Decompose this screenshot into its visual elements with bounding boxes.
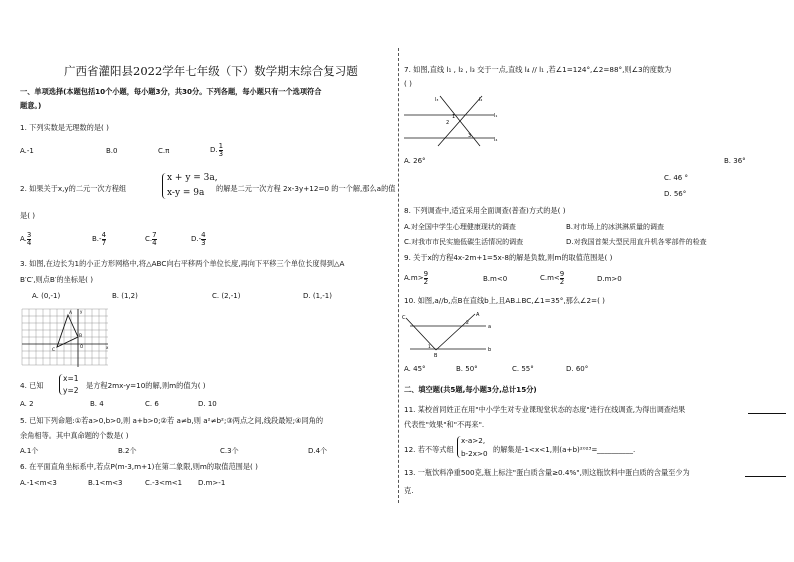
q12-eq1: x-a>2, (461, 436, 486, 445)
q9-option-a[interactable] (404, 271, 428, 286)
q9-option-d[interactable]: D.m>0 (597, 275, 622, 283)
q11-line2: 代表性"效果"和"不再来". (404, 420, 485, 429)
q2-d-label: D.- (191, 235, 202, 243)
q3-label-y: y (80, 309, 83, 314)
q9-a-den: 2 (423, 278, 429, 286)
q2-a-frac (27, 232, 31, 247)
q4-post: 是方程2mx-y=10的解,则m的值为( ) (86, 381, 206, 390)
q7-line2: ( ) (404, 79, 412, 88)
q2-option-b[interactable] (92, 232, 106, 247)
q12-eq2: b-2x>0 (461, 449, 488, 458)
q7-label-l1: l₁ (494, 113, 498, 119)
q5-option-b[interactable]: B.2个 (118, 447, 137, 455)
q10-option-c[interactable]: C. 55° (512, 365, 534, 373)
q7-option-d[interactable]: D. 56° (664, 190, 687, 198)
q7-label-l2: l₂ (479, 97, 483, 103)
q7-label-angle2: 2 (446, 120, 450, 126)
q2-post: 的解是二元一次方程 2x-3y+12=0 的一个解,那么a的值 (216, 184, 396, 193)
q9-a-num: 9 (423, 270, 429, 278)
q2-option-d[interactable] (191, 232, 206, 247)
q1-option-d-label: D. (210, 146, 218, 154)
q2-option-c[interactable] (145, 232, 157, 247)
q3-line2: B′C′,则点B′的坐标是( ) (20, 275, 94, 284)
q2-d-num: 4 (201, 231, 206, 239)
q7-line1: 7. 如图,直线 l₁ , l₂ , l₃ 交于一点,直线 l₄ // l₁ ,若∠1=124°,∠2=88°,则∠3的度数为 (404, 65, 672, 74)
q2-a-num: 3 (26, 231, 32, 239)
q2-eq1: x + y = 3a, (167, 173, 218, 183)
q2-eq2: x-y = 9a (167, 188, 205, 198)
q2-b-frac (102, 232, 106, 247)
q10-line1: 10. 如图,a//b,点B在直线b上,且AB⊥BC,∠1=35°,那么∠2=( ) (404, 296, 605, 305)
q5-line2: 余角相等。其中真命题的个数是( ) (20, 431, 129, 440)
q2-b-num: 4 (101, 231, 107, 239)
q2-d-den: 3 (201, 239, 206, 247)
q3-option-c[interactable]: C. (2,-1) (212, 292, 241, 300)
q2-c-num: 7 (152, 231, 157, 239)
q8-option-b[interactable]: B.对市场上的冰淇淋质量的调查 (566, 223, 665, 231)
q1-stem: 1. 下列实数是无理数的是( ) (20, 123, 109, 132)
q12-post[interactable]: 的解集是-1<x<1,则(a+b)²⁰²³= (493, 445, 598, 454)
q4-eq2: y=2 (63, 386, 79, 395)
q7-line-l2 (438, 96, 482, 146)
q10-option-b[interactable]: B. 50° (456, 365, 478, 373)
q7-label-angle1: 1 (452, 114, 456, 120)
q9-a-label: A.m> (404, 274, 424, 282)
q2-b-label: B.- (92, 235, 102, 243)
q3-label-c: C (52, 348, 56, 353)
q5-option-d[interactable]: D.4个 (308, 447, 328, 455)
q5-line1: 5. 已知下列命题:①若a>0,b>0,则 a+b>0;②若 a≠b,则 a²≠b²;③两点之间,线段最短;④同角的 (20, 416, 324, 425)
q9-c-label: C.m< (540, 274, 560, 282)
q13-answer-blank[interactable] (745, 476, 786, 477)
q2-a-label: A. (20, 235, 27, 243)
q1-frac-den: 3 (218, 150, 224, 158)
q8-option-c[interactable]: C.对我市市民实施低碳生活情况的调查 (404, 238, 524, 246)
q2-pre: 2. 如果关于x,y的二元一次方程组 (20, 184, 127, 193)
q3-option-b[interactable]: B. (1,2) (112, 292, 138, 300)
q3-label-b: B (79, 334, 83, 339)
q3-grid-lines (22, 309, 108, 365)
q10-label-line-a: a (488, 324, 492, 330)
column-divider (398, 48, 399, 503)
q3-label-a: A (69, 311, 73, 316)
q10-segment-cb (406, 318, 436, 350)
q6-option-b[interactable]: B.1<m<3 (88, 479, 123, 487)
q9-option-b[interactable]: B.m<0 (483, 275, 508, 283)
q6-option-c[interactable]: C.-3<m<1 (145, 479, 183, 487)
q8-line1: 8. 下列调查中,适宜采用全面调查(普查)方式的是( ) (404, 206, 566, 215)
q7-figure (400, 92, 500, 148)
q8-option-d[interactable]: D.对我国首架大型民用直升机各零部件的检查 (566, 238, 707, 246)
q2-d-frac (201, 232, 205, 247)
q6-option-a[interactable]: A.-1<m<3 (20, 479, 57, 487)
q10-label-b: B (434, 353, 438, 359)
q2-a-den: 4 (26, 239, 32, 247)
q9-c-den: 2 (559, 278, 565, 286)
q10-segment-ba (436, 314, 475, 350)
q7-option-b[interactable]: B. 36° (724, 157, 746, 165)
page-title: 广西省灌阳县2022学年七年级（下）数学期末综合复习题 (64, 64, 358, 78)
q2-c-label: C. (145, 235, 153, 243)
q9-c-frac (560, 271, 564, 286)
q11-answer-blank[interactable] (748, 413, 786, 414)
q6-line1: 6. 在平面直角坐标系中,若点P(m-3,m+1)在第二象限,则m的取值范围是( ) (20, 462, 258, 471)
q7-option-c[interactable]: C. 46 ° (664, 174, 688, 182)
q10-label-c: C (402, 315, 406, 321)
q4-option-a[interactable]: A. 2 (20, 400, 34, 408)
q3-triangle-abc (57, 315, 78, 347)
q9-option-c[interactable] (540, 271, 564, 286)
section1-heading: 一、单项选择(本题包括10个小题，每小题3分，共30分。下列各题，每小题只有一个选项符合 (20, 87, 322, 96)
q4-option-c[interactable]: C. 6 (145, 400, 159, 408)
q10-option-d[interactable]: D. 60° (566, 365, 589, 373)
section1-heading-cont: 题意。) (20, 101, 42, 110)
q12-pre: 12. 若不等式组 (404, 445, 454, 454)
q3-option-a[interactable]: A. (0,-1) (32, 292, 61, 300)
q10-label-angle1: 1 (428, 345, 431, 350)
q8-option-a[interactable]: A.对全国中学生心理健康现状的调查 (404, 223, 516, 231)
q1-option-a[interactable]: A.-1 (20, 147, 34, 155)
q10-label-line-b: b (488, 347, 492, 353)
q7-label-angle3: 3 (468, 133, 472, 139)
q1-option-b[interactable]: B.0 (106, 147, 118, 155)
q11-line1: 11. 某校首同姓正在用"中小学生对专业课现堂状态的态度"进行在线调查,为得出调查结果 (404, 405, 686, 414)
q2-b-den: 7 (101, 239, 107, 247)
q2-option-a[interactable] (20, 232, 31, 247)
q10-figure (400, 308, 500, 358)
q1-option-c[interactable]: C.π (158, 147, 170, 155)
q12-answer-blank[interactable]: __________. (597, 445, 636, 454)
q3-option-d[interactable]: D. (1,-1) (303, 292, 332, 300)
q13-line2: 克. (404, 486, 414, 495)
q2-line2: 是( ) (20, 211, 36, 220)
q7-option-a[interactable]: A. 26° (404, 157, 426, 165)
q9-c-num: 9 (559, 270, 565, 278)
q10-option-a[interactable]: A. 45° (404, 365, 426, 373)
q1-frac-num: 1 (218, 142, 224, 150)
q3-label-o: O (80, 344, 84, 349)
q1-option-d[interactable] (210, 143, 223, 158)
q7-label-l4: l₄ (494, 137, 498, 143)
q4-option-b[interactable]: B. 4 (90, 400, 104, 408)
q7-label-l3: l₃ (435, 97, 439, 103)
section2-heading: 二、填空题(共5题,每小题3分,总计15分) (404, 385, 537, 394)
q4-eq1: x=1 (63, 374, 79, 383)
q1-fraction (219, 143, 223, 158)
q9-a-frac (424, 271, 428, 286)
q10-label-a: A (476, 312, 480, 318)
q13-line1: 13. 一瓶饮料净重500克,瓶上标注"蛋白质含量≥0.4%",则这瓶饮料中蛋白质的含量至少为 (404, 468, 690, 477)
q10-label-angle2: 2 (466, 321, 469, 326)
q5-option-a[interactable]: A.1个 (20, 447, 39, 455)
q3-label-x: x (106, 345, 109, 350)
q2-c-den: 4 (152, 239, 157, 247)
q3-line1: 3. 如图,在边长为1的小正方形网格中,将△ABC向右平移两个单位长度,再向下平移三个单位长度得到△A (20, 259, 345, 268)
q9-line1: 9. 关于x的方程4x-2m+1=5x-8的解是负数,则m的取值范围是( ) (404, 253, 613, 262)
q4-option-d[interactable]: D. 10 (198, 400, 217, 408)
q3-grid-figure (20, 307, 110, 369)
q4-pre: 4. 已知 (20, 381, 44, 390)
q6-option-d[interactable]: D.m>-1 (198, 479, 226, 487)
q5-option-c[interactable]: C.3个 (220, 447, 239, 455)
q2-c-frac (152, 232, 156, 247)
